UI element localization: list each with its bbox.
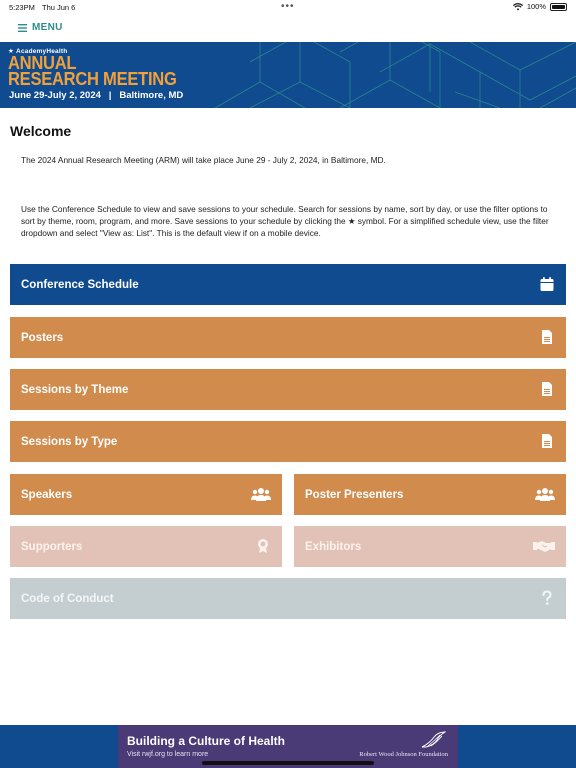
users-icon [251, 486, 271, 502]
academyhealth-logo: ★ AcademyHealth [8, 48, 68, 55]
award-icon [255, 538, 271, 554]
top-bar [0, 14, 576, 42]
instructions-text: Use the Conference Schedule to view and save sessions to your schedule. Search for sessions by name, sort by day, or use the filter options to sort by theme, room, program, and more. Save sessions to your schedule by clicking the ★ symbol. For a simplified schedule view, use the filter dropdown and select "View as: List". This is the default view if on a mobile device. [21, 204, 549, 238]
exhibitors-label: Exhibitors [305, 540, 362, 553]
status-date: Thu Jun 6 [42, 3, 76, 12]
status-time: 5:23PM [9, 3, 35, 12]
question-icon [539, 590, 555, 606]
banner-title-line2: RESEARCH MEETING [8, 69, 177, 89]
hamburger-icon [18, 24, 27, 32]
page-title: Welcome [10, 123, 72, 139]
intro-text: The 2024 Annual Research Meeting (ARM) will take place June 29 - July 2, 2024, in Baltimore, MD. [21, 155, 386, 165]
ad-org-name: Robert Wood Johnson Foundation [359, 751, 448, 758]
wifi-icon [513, 3, 523, 11]
document-icon [539, 329, 555, 345]
home-indicator[interactable] [202, 761, 374, 765]
speakers-label: Speakers [21, 488, 73, 501]
sessions-by-type-label: Sessions by Type [21, 435, 118, 448]
speakers-button[interactable] [10, 474, 282, 515]
document-icon [539, 381, 555, 397]
sessions-by-theme-button[interactable] [10, 369, 566, 410]
conference-schedule-button[interactable] [10, 264, 566, 305]
poster-presenters-button[interactable] [294, 474, 566, 515]
posters-label: Posters [21, 331, 64, 344]
meeting-banner [0, 42, 576, 108]
multitasking-dots-icon[interactable]: ••• [281, 1, 295, 12]
sessions-by-type-button[interactable] [10, 421, 566, 462]
poster-presenters-label: Poster Presenters [305, 488, 404, 501]
battery-icon [550, 3, 567, 11]
banner-dates-location [9, 90, 183, 101]
rwjf-logo-icon [420, 731, 446, 749]
code-of-conduct-button[interactable] [10, 578, 566, 619]
conference-schedule-label: Conference Schedule [21, 278, 139, 291]
calendar-icon [539, 276, 555, 292]
code-of-conduct-label: Code of Conduct [21, 592, 114, 605]
supporters-label: Supporters [21, 540, 83, 553]
ad-headline: Building a Culture of Health [127, 734, 285, 748]
menu-button[interactable] [18, 22, 63, 33]
exhibitors-button[interactable] [294, 526, 566, 567]
sessions-by-theme-label: Sessions by Theme [21, 383, 129, 396]
battery-percent: 100% [526, 2, 546, 11]
supporters-button[interactable] [10, 526, 282, 567]
banner-dates: June 29-July 2, 2024 [9, 90, 101, 101]
users-icon [535, 486, 555, 502]
status-right [513, 2, 567, 11]
document-icon [539, 433, 555, 449]
banner-separator: | [103, 90, 117, 101]
status-bar [0, 0, 576, 14]
posters-button[interactable] [10, 317, 566, 358]
menu-label: MENU [32, 22, 63, 33]
ad-subtext: Visit rwjf.org to learn more [127, 751, 209, 758]
brand-star-icon: ★ [8, 48, 15, 55]
handshake-icon [533, 538, 555, 554]
banner-location: Baltimore, MD [119, 90, 184, 101]
banner-title-line1: ANNUAL [8, 53, 77, 73]
